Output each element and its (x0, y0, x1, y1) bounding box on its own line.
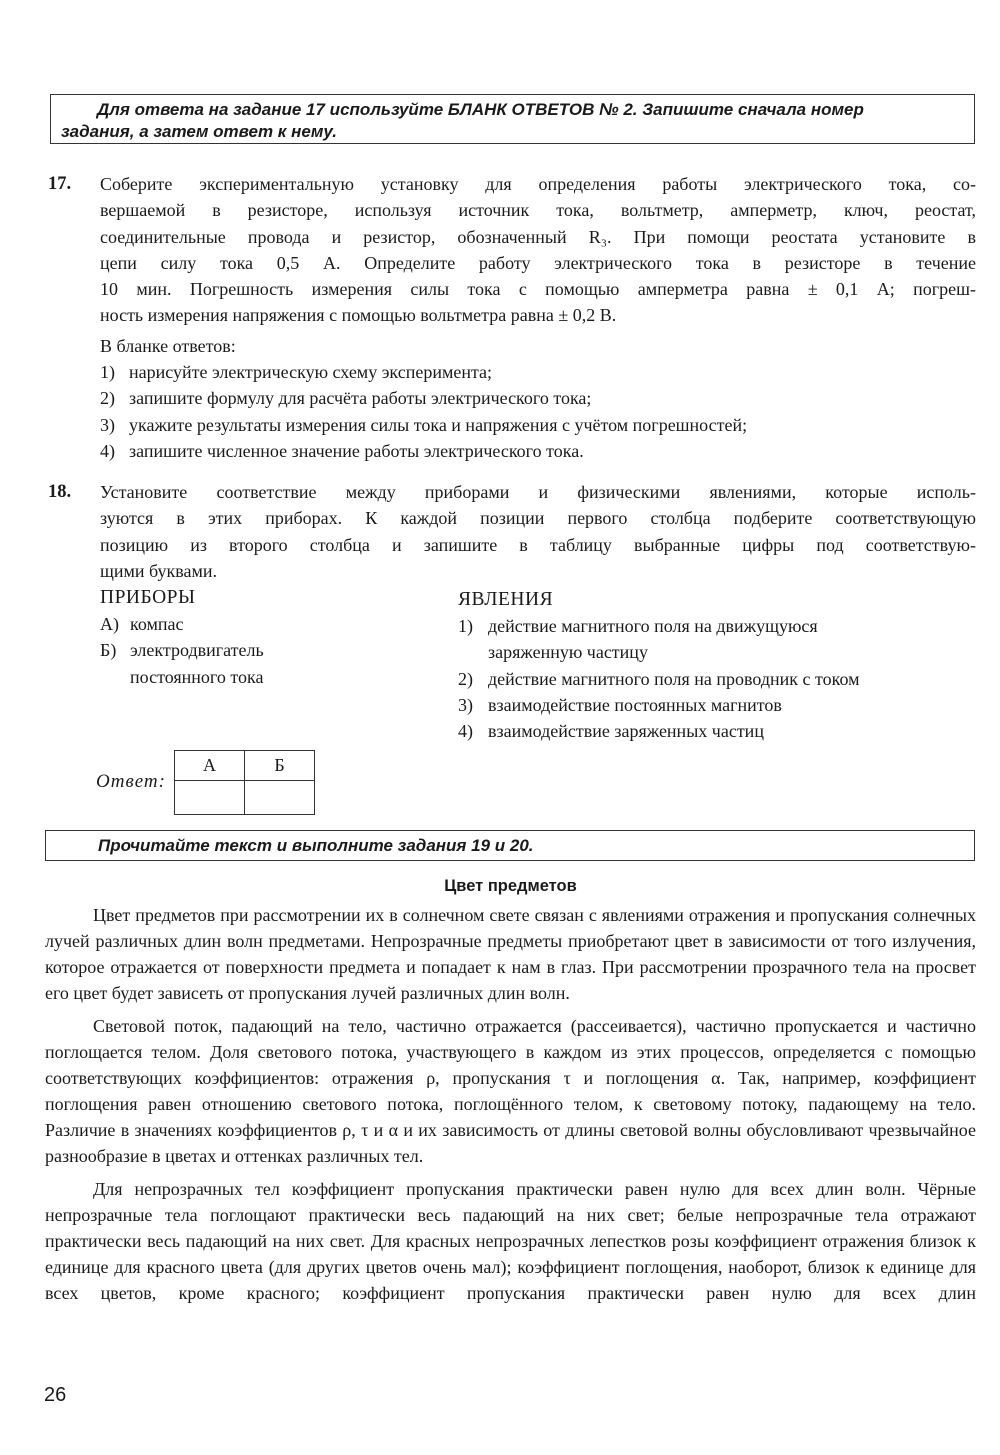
option-text: компас (130, 614, 184, 634)
page-number: 26 (44, 1384, 67, 1406)
option-text: взаимодействие постоянных магнитов (488, 694, 782, 715)
task-text-line: щими буквами. (100, 560, 218, 581)
task-text-line: Соберите экспериментальную установку для определения работы электрического тока, со- (100, 174, 976, 194)
list-item (100, 412, 976, 438)
devices-column (100, 585, 430, 690)
phenomena-column (458, 587, 978, 744)
list-item-number: 3) (100, 414, 115, 435)
answer-table (174, 750, 315, 815)
task-text-line: Установите соответствие между приборами и физическими явлениями, которые исполь- (100, 482, 976, 502)
answer-column-header: Б (245, 751, 315, 781)
option-text: действие магнитного поля на проводник с током (488, 668, 860, 689)
answer-cell-a[interactable] (175, 781, 245, 815)
option-text-line: действие магнитного поля на движущуюся (488, 616, 818, 636)
option-key: А) (100, 614, 119, 634)
task-body (100, 171, 976, 464)
option-text-line: постоянного тока (130, 666, 264, 687)
option-text-line: заряженную частицу (488, 642, 648, 663)
option-key: 1) (458, 616, 473, 636)
option-text-line: электродвигатель (130, 640, 264, 661)
option-text: взаимодействие заряженных частиц (488, 721, 764, 742)
task-text-line: цепи силу тока 0,5 А. Определите работу электрического тока в резисторе в течение (100, 252, 976, 273)
phenomenon-option-3 (458, 692, 978, 718)
option-text (130, 637, 264, 690)
article-title: Цвет предметов (444, 877, 577, 895)
device-option-b (100, 637, 430, 690)
phenomenon-option-1 (458, 613, 978, 666)
task-text-line: 10 мин. Погрешность измерения силы тока с помощью амперметра равна ± 0,1 А; погреш- (100, 279, 976, 300)
option-key: Б) (100, 640, 117, 661)
article-paragraph: Цвет предметов при рассмотрении их в солнечном свете связан с явлениями отражения и пропускания солнечных лучей различных длин волн предметами. Непрозрачные предметы приобретают цвет в зависимости от того излучения, которое отражается от поверхности предмета и попадает к нам в глаз. При рассмотрении прозрачного тела на просвет его цвет будет зависеть от пропускания лучей различных длин волн. (45, 905, 976, 1003)
list-item-text: нарисуйте электрическую схему эксперимента; (129, 362, 493, 383)
option-text (488, 613, 818, 666)
task-text-line: вершаемой в резисторе, используя источник тока, вольтметр, амперметр, ключ, реостат, (100, 200, 976, 221)
option-key: 3) (458, 694, 473, 715)
list-item-number: 1) (100, 362, 115, 383)
phenomenon-option-2 (458, 666, 978, 692)
instruction-box-task-17 (50, 94, 975, 144)
list-item (100, 359, 976, 385)
devices-heading: ПРИБОРЫ (100, 587, 196, 608)
instruction-line-1: Для ответа на задание 17 используйте БЛАНК ОТВЕТОВ № 2. Запишите сначала номер (97, 100, 864, 119)
task-number: 17. (48, 174, 72, 194)
article (45, 873, 976, 1313)
instruction-line-2: задания, а затем ответ к нему. (61, 122, 337, 141)
answer-input-row (175, 781, 315, 815)
task-text-line: соединительные провода и резистор, обозначенный R₃. При помощи реостата установите в (100, 226, 976, 247)
list-item-number: 2) (100, 388, 115, 409)
answer-column-header: А (175, 751, 245, 781)
list-item (100, 385, 976, 411)
list-item-number: 4) (100, 440, 115, 461)
list-item (100, 438, 976, 464)
answer-header-row (175, 751, 315, 781)
list-item-text: запишите формулу для расчёта работы электрического тока; (129, 388, 592, 409)
list-item-text: укажите результаты измерения силы тока и напряжения с учётом погрешностей; (129, 414, 748, 435)
task-text-line: ность измерения напряжения с помощью вольтметра равна ± 0,2 В. (100, 305, 617, 326)
task-text-line: зуются в этих приборах. К каждой позиции первого столбца подберите соответствующую (100, 508, 976, 529)
option-key: 2) (458, 668, 473, 689)
device-option-a (100, 611, 430, 637)
instruction-box-tasks-19-20: Прочитайте текст и выполните задания 19 и 20. (45, 830, 975, 861)
task-body (100, 479, 976, 584)
article-paragraph: Световой поток, падающий на тело, частично отражается (рассеивается), частично пропускается и частично поглощается телом. Доля светового потока, участвующего в каждом из этих процессов, определяется с помощью соответствующих коэффициентов: отражения ρ, пропускания τ и поглощения α. Так, например, коэффициент поглощения равен отношению светового потока, поглощённого телом, к световому потоку, падающему на тело. Различие в значениях коэффициентов ρ, τ и α и их зависимость от длины световой волны обусловливают чрезвычайное разнообразие в цветах и оттенках различных тел. (45, 1016, 976, 1166)
option-key: 4) (458, 721, 473, 742)
answer-cell-b[interactable] (245, 781, 315, 815)
answer-label: Ответ: (96, 771, 166, 792)
task-number: 18. (48, 482, 72, 502)
task-text-line: позицию из второго столбца и запишите в таблицу выбранные цифры под соответствую- (100, 534, 976, 555)
list-item-text: запишите численное значение работы электрического тока. (129, 440, 584, 461)
phenomena-heading: ЯВЛЕНИЯ (458, 589, 554, 610)
article-paragraph: Для непрозрачных тел коэффициент пропускания практически равен нулю для всех длин волн. Чёрные непрозрачные тела поглощают практически весь падающий на них свет; белые непрозрачные тела отражают практически весь падающий на них свет. Для красных непрозрачных лепестков розы коэффициент отражения близок к единице для красного цвета (для других цветов очень мал); коэффициент поглощения, наоборот, близок к единице для всех цветов, кроме красного; коэффициент пропускания практически равен нулю для всех длин (45, 1179, 976, 1303)
form-intro: В бланке ответов: (100, 335, 236, 356)
phenomenon-option-4 (458, 718, 978, 744)
